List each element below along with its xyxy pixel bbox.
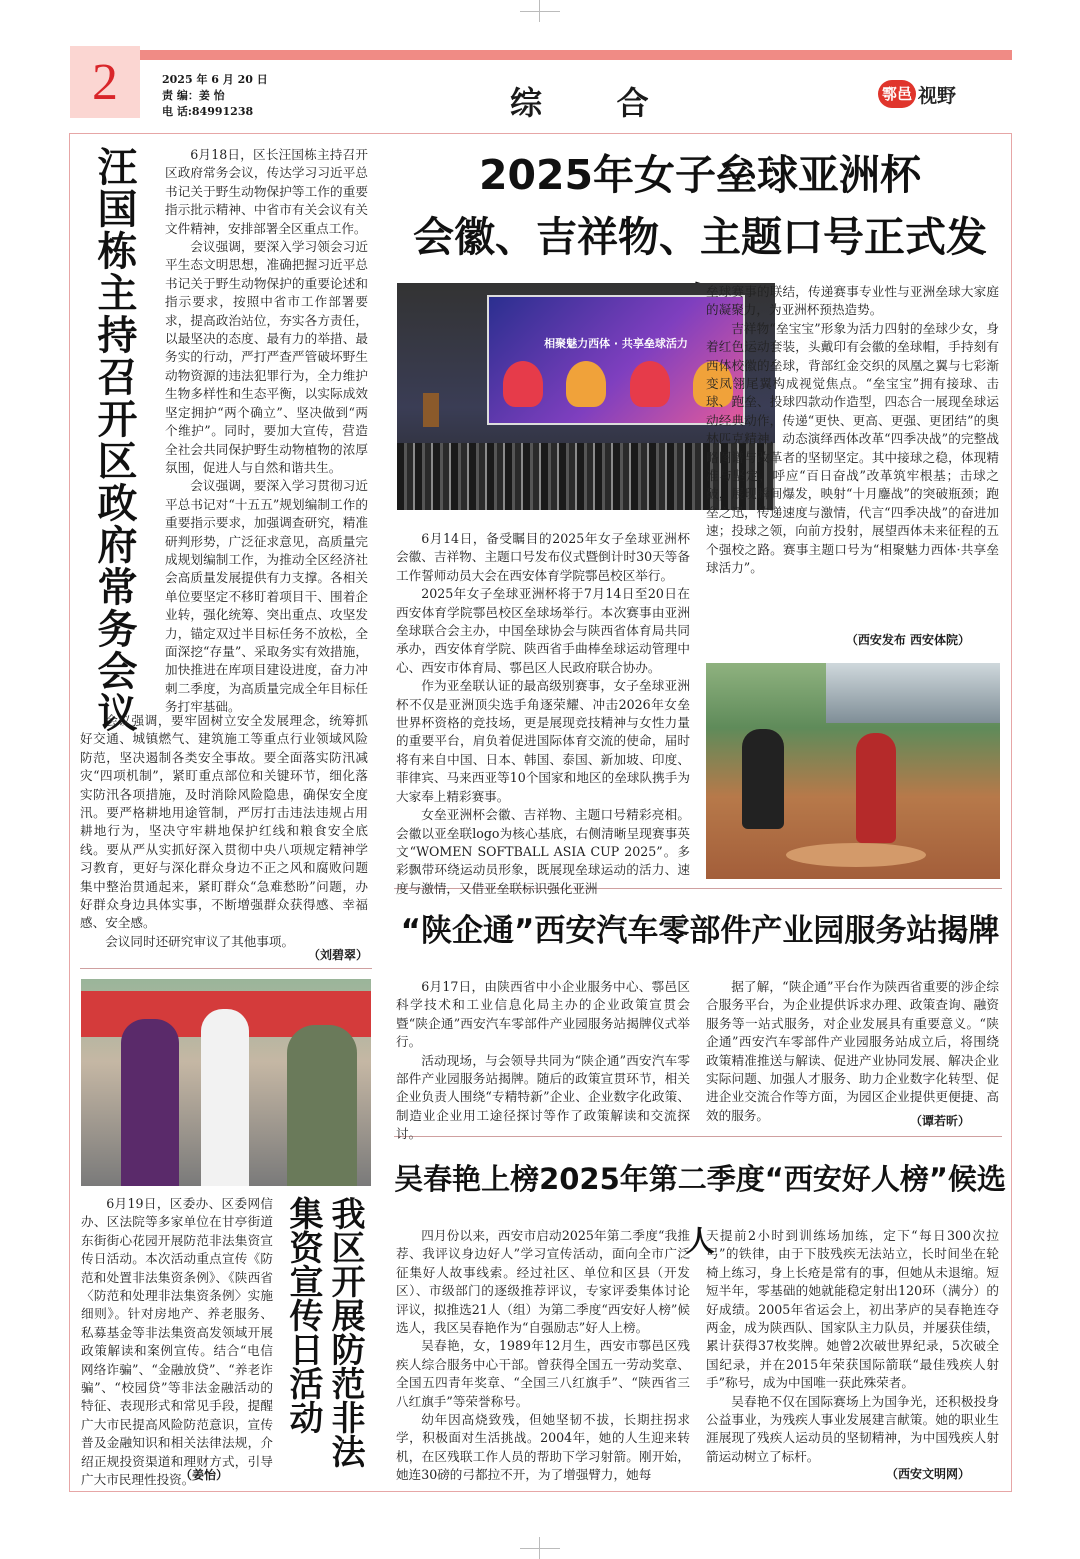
header-editor: 责 编：姜 怡 — [162, 89, 225, 102]
section-title: 综 合 — [510, 84, 655, 122]
article-left-body — [165, 146, 368, 717]
shaanqitong-credit: （谭若昕） — [909, 1114, 970, 1128]
wu-title: 吴春艳上榜2025年第二季度“西安好人榜”候选人 — [394, 1162, 1006, 1258]
header-date: 2025 年 6 月 20 日 — [162, 73, 268, 86]
article-left-p1: 6月18日，区长汪国栋主持召开区政府常务会议，传达学习习近平总书记关于野生动物保护等工作的重要指示批示精神、中省市有关会议有关文件精神，安排部署全区重点工作。 — [165, 147, 368, 236]
softball-p6: 吉祥物“垒宝宝”形象为活力四射的垒球少女，身着红色运动套装，头戴印有会徽的垒球帽，手持刻有西体校徽的垒球，背部红金交织的凤凰之翼与七彩渐变凤翎尾翼构成视觉焦点。“垒宝宝”拥有接球、击球、跑垒、投球四款动作造型，四态合一展现垒球运动经典动作，传递“更快、更高、更强、更团结”的奥林匹克精神，动态演绎西体改革“四季决战”的完整战略图谱与改革者的坚韧坚定。其中接球之稳，体现精准与坚定，呼应“百日奋战”改革筑牢根基；击球之破，展现瞬间爆发，映射“十月鏖战”的突破瓶颈；跑垒之迅，传递速度与激情，代言“四季决战”的奋进加速；投球之领，向前方投射，展望西体未来征程的五个强校之路。赛事主题口号为“相聚魅力西体·共享垒球活力”。 — [706, 320, 999, 576]
person-right — [287, 1025, 357, 1186]
divider-left-top — [80, 968, 372, 969]
wu-p4: 天提前2小时到训练场加练，定下“每日300次拉弓”的铁律，由于下肢残疾无法站立，长时间坐在轮椅上练习，身上长疮是常有的事，但她从未退缩。短短半年，零基础的她就能稳定射出120环（满分）的好成绩。2005年省运会上，初出茅庐的吴春艳连夺两金，成为陕西队、国家队主力队员，并屡获佳绩，累计获得37枚奖牌。她曾2次破世界纪录，5次破全国纪录，并在2015年荣获国际箭联“最佳残疾人射手”称号，成为中国唯一获此殊荣者。 — [706, 1228, 999, 1391]
softball-credit: （西安发布 西安体院） — [845, 633, 970, 647]
stadium-roof — [826, 663, 1000, 723]
softball-p1: 6月14日，备受瞩目的2025年女子垒球亚洲杯会徽、吉祥物、主题口号发布仪式暨倒计时30天等备工作誓师动员大会在西安体育学院鄠邑校区举行。 — [396, 531, 690, 583]
shaanqitong-p2: 活动现场，与会领导共同为“陕企通”西安汽车零部件产业园服务站揭牌。随后的政策宣贯环节，相关企业负责人围绕“专精特新”企业、企业数字化政策、制造业企业用工途径探讨等作了政策解读和交流探讨。 — [396, 1052, 690, 1142]
shaanqitong-title: “陕企通”西安汽车零部件产业园服务站揭牌 — [400, 913, 1000, 949]
brand-logo — [878, 80, 956, 108]
softball-game-photo — [706, 663, 1000, 879]
podium — [423, 393, 439, 427]
fraud-event-photo — [81, 979, 371, 1186]
article-left-p3: 会议强调，要深入学习贯彻习近平总书记对“十五五”规划编制工作的重要指示要求，加强调查研究，精准研判形势，广泛征求意见，高质量完成规划编制工作，为推动全区经济社会高质量发展提供有力支撑。各相关单位要坚定不移盯着项目干、围着企业转，强化统筹、突出重点、攻坚发力，锚定双过半目标任务不放松，全面深挖“存量”、采取务实有效措施，加快推进在库项目建设进度，奋力冲刺二季度，为高质量完成全年目标任务打牢基础。 — [165, 478, 368, 715]
fraud-p1: 6月19日，区委办、区委网信办、区法院等多家单位在甘亭街道东街街心花园开展防范非法集资宣传日活动。本次活动重点宣传《防范和处置非法集资条例》、《陕西省〈防范和处理非法集资条例〉实施细则》。针对房地产、养老服务、私募基金等非法集资高发领域开展政策解读和案例宣传。结合“电信网络诈骗”、“金融放贷”、“养老诈骗”、“校园贷”等非法金融活动的特征、表现形式和常见手段，提醒广大市民提高风险防范意识，宣传普及金融知识和相关法律法规，介绍正规投资渠道和理财方式，引导广大市民理性投资。 — [81, 1196, 273, 1488]
page-number: 2 — [92, 53, 118, 111]
batter-figure — [856, 733, 896, 843]
article-left-credit: （刘碧翠） — [307, 948, 368, 962]
shaanqitong-p1: 6月17日，由陕西省中小企业服务中心、鄠邑区科学技术和工业信息化局主办的企业政策宣贯会暨“陕企通”西安汽车零部件产业园服务站揭牌仪式举行。 — [396, 979, 690, 1050]
wu-p1: 四月份以来，西安市启动2025年第二季度“我推荐、我评议身边好人”学习宣传活动，面向全市广泛征集好人故事线索。经过社区、单位和区县（开发区）、市级部门的逐级推荐评议，专家评委集体讨论评议，拟推选21人（组）为第二季度“西安好人榜”候选人，我区吴春艳作为“自强励志”好人上榜。 — [396, 1228, 690, 1336]
fraud-credit: （姜怡） — [180, 1468, 229, 1482]
article-left-title: 汪国栋主持召开区政府常务会议 — [91, 146, 137, 734]
softball-p5: 垒球赛事的联结，传递赛事专业性与亚洲垒球大家庭的凝聚力，为亚洲杯预热造势。 — [706, 284, 999, 318]
wu-p5: 吴春艳不仅在国际赛场上为国争光，还积极投身公益事业，为残疾人事业发展建言献策。她的职业生涯展现了残疾人运动员的坚韧精神，为中国残疾人射箭运动树立了标杆。 — [706, 1393, 999, 1464]
shaanqitong-p3: 据了解，“陕企通”平台作为陕西省重要的涉企综合服务平台，为企业提供诉求办理、政策查询、融资服务等一站式服务，对企业发展具有重要意义。“陕企通”西安汽车零部件产业园服务站成立后，将围绕政策精准推送与解读、促进产业协同发展、解决企业实际问题、加强人才服务、助力企业数字化转型、促进企业交流合作等方面，为园区企业提供更便捷、高效的服务。 — [706, 979, 999, 1123]
softball-body-left — [396, 530, 690, 898]
shaanqitong-body-right — [706, 978, 999, 1125]
softball-body-right — [706, 283, 999, 578]
wu-body-left — [396, 1227, 690, 1485]
person-left — [121, 1019, 179, 1186]
wu-p2: 吴春艳，女，1989年12月生，西安市鄠邑区残疾人综合服务中心干部。曾获得全国五一劳动奖章、全国五四青年奖章、“全国三八红旗手”、“陕西省三八红旗手”等荣誉称号。 — [396, 1338, 690, 1409]
article-left-body-wide — [80, 712, 368, 951]
softball-p2: 2025年女子垒球亚洲杯将于7月14日至20日在西安体育学院鄠邑校区垒球场举行。本次赛事由亚洲垒球联合会主办，中国垒球协会与陕西省体育局共同承办，西安体育学院、陕西省手曲棒垒球运动管理中心、西安市体育局、鄠邑区人民政府联合协办。 — [396, 586, 690, 675]
article-left-p2: 会议强调，要深入学习领会习近平生态文明思想，准确把握习近平总书记关于野生动物保护的重要论述和指示要求，按照中省市工作部署要求，提高政治站位，夯实各方责任，以最坚决的态度、最有力的举措、最务实的行动，严打严查严管破坏野生动物资源的违法犯罪行为，全力维护生物多样性和生态平衡，以实际成效坚定拥护“两个确立”、坚决做到“两个维护”。同时，要加大宣传，营造全社会共同保护野生动物植物的浓厚氛围，促进人与自然和谐共生。 — [165, 239, 368, 475]
brand-text: 视野 — [918, 84, 957, 107]
article-left-p5: 会议同时还研究审议了其他事项。 — [105, 933, 295, 949]
softball-p3: 作为亚垒联认证的最高级别赛事，女子垒球亚洲杯不仅是亚洲顶尖选手角逐荣耀、冲击2026年女垒世界杯资格的竞技场，更是展现竞技精神与女性力量的重要平台，肩负着促进国际体育交流的使命，届时将有来自中国、日本、韩国、泰国、新加坡、印度、菲律宾、马来西亚等10个国家和地区的垒球队携手为大家奉上精彩赛事。 — [396, 678, 690, 804]
shaanqitong-body-left — [396, 978, 690, 1144]
softball-title-line1: 2025年女子垒球亚洲杯 — [478, 151, 922, 199]
screen-slogan: 相聚魅力西体 · 共享垒球活力 — [544, 337, 688, 350]
fraud-body — [81, 1195, 273, 1490]
softball-p4: 女垒亚洲杯会徽、吉祥物、主题口号精彩亮相。会徽以亚垒联logo为核心基底，右侧清晰呈现赛事英文“WOMEN SOFTBALL ASIA CUP 2025”。多彩飘带环绕运动员形象，既展现垒球运动的活力、速度与激情，又借亚垒联标识强化亚洲 — [396, 807, 690, 896]
header-accent-bar — [70, 50, 1012, 60]
wu-body-right — [706, 1227, 999, 1466]
softball-title-line2: 会徽、吉祥物、主题口号正式发 — [413, 213, 987, 261]
article-left-p4: 会议强调，要牢固树立安全发展理念，统筹抓好交通、城镇燃气、建筑施工等重点行业领域风险防范，坚决遏制各类安全事故。要全面落实防汛减灾“四项机制”，紧盯重点部位和关键环节，细化落实防汛各项措施，及时消除风险隐患，确保安全度汛。要严格耕地用途管制，严厉打击违法违规占用耕地行为，坚决守牢耕地保护红线和粮食安全底线。要从严从实抓好深入贯彻中央八项规定精神学习教育，更好与深化群众身边不正之风和腐败问题集中整治贯通起来，紧盯群众“急难愁盼”问题，办好群众身边具体实事，不断增强群众获得感、幸福感、安全感。 — [80, 713, 368, 931]
header-phone: 电 话:84991238 — [162, 105, 254, 118]
wu-credit: （西安文明网） — [885, 1467, 970, 1481]
wu-p3: 幼年因高烧致残，但她坚韧不拔，长期拄拐求学，积极面对生活挑战。2004年，她的人生迎来转机，在区残联工作人员的帮助下学习射箭。刚开始，她连30磅的弓都拉不开，为了增强臂力，她每 — [396, 1412, 690, 1483]
catcher-figure — [742, 729, 784, 829]
home-plate — [786, 843, 926, 867]
fraud-title: 我区开展防范非法集资宣传日活动 — [283, 1196, 365, 1468]
brand-mark-icon: 鄠邑 — [878, 80, 916, 108]
mascot-figures — [503, 361, 733, 411]
page-number-box — [70, 46, 140, 118]
person-center — [201, 1009, 249, 1186]
header-meta — [162, 72, 268, 120]
